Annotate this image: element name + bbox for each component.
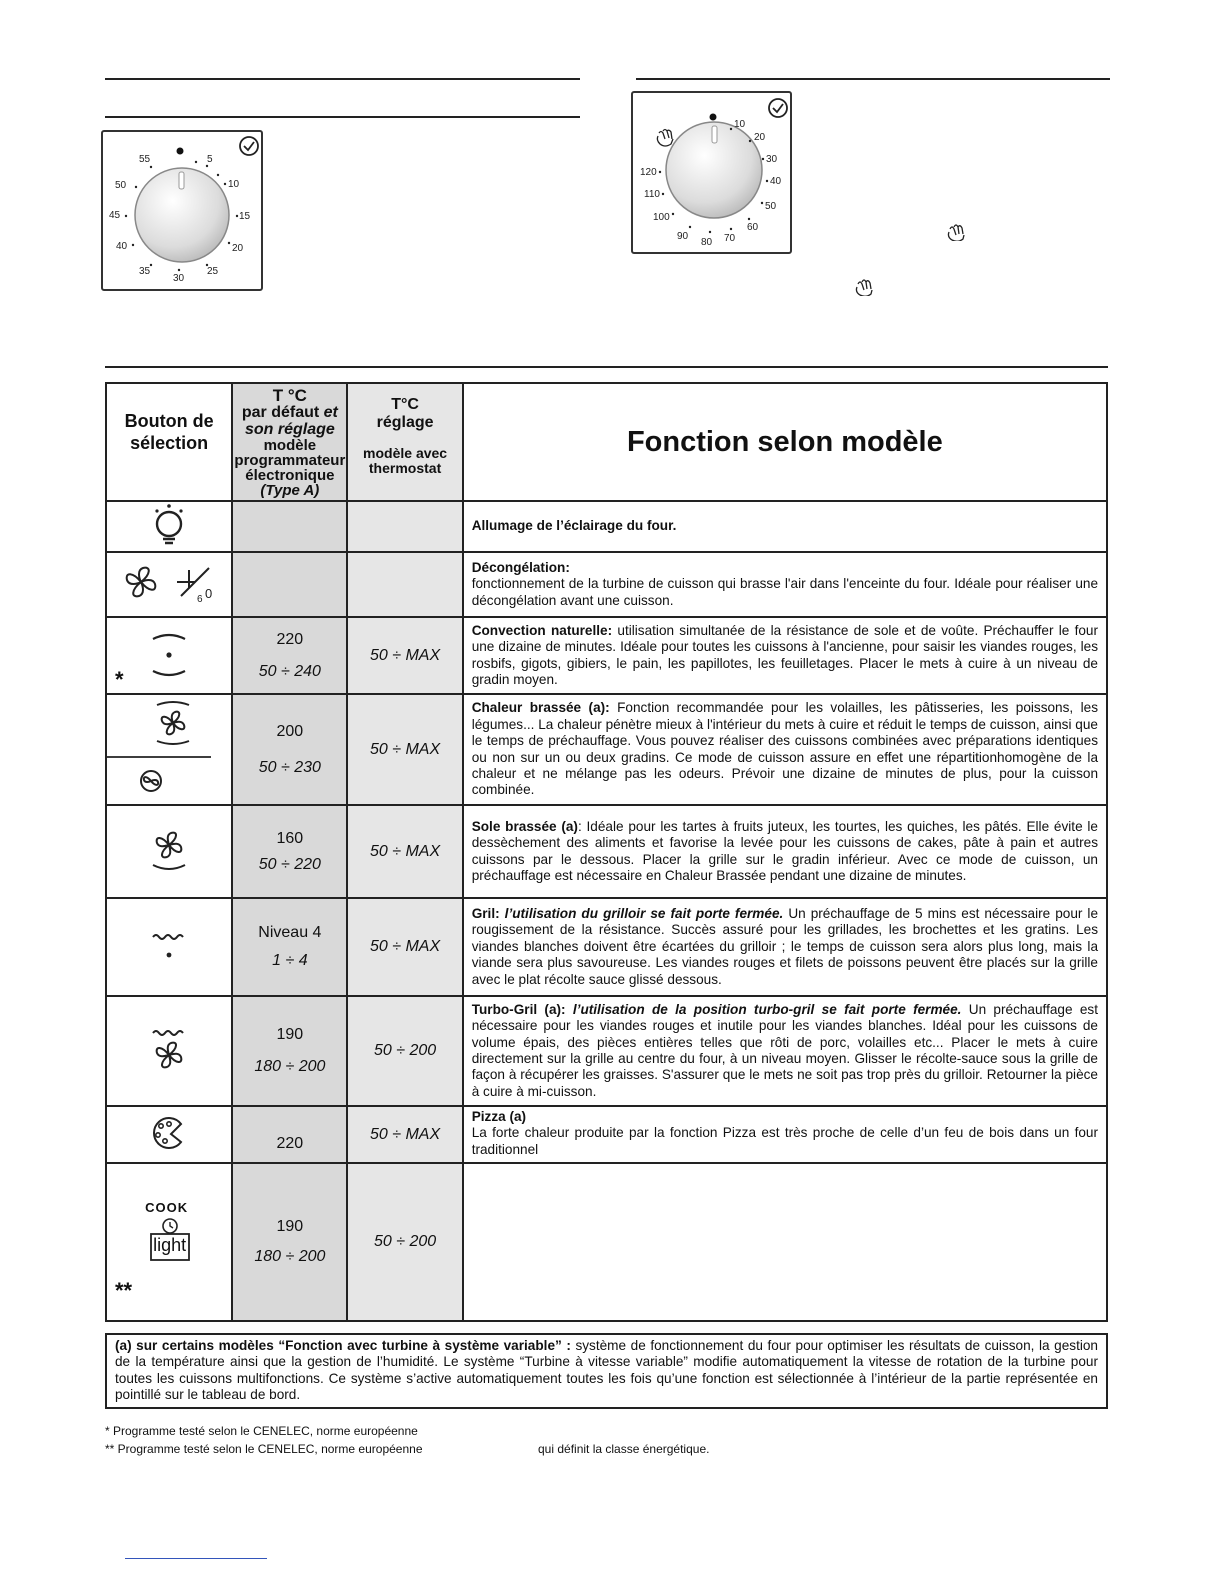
header-default-temp-line: modèle bbox=[263, 436, 317, 454]
function-description: Chaleur brassée (a): Fonction recommandée pour les volailles, les pâtisseries, les poissons, les légumes... La chaleur pénètre mieux à l'intérieur du mets à cuire et réduit le temps de cuisson, ainsi que le temps de préchauffage. Vous pouvez réaliser des cuissons combinées avec préparations identiques ou non sur un ou deux gradins. Ce mode de cuisson assure en effet une répartitionhomogène de la chaleur et ne mélange pas les odeurs. Prévoir une dizaine de minutes de plus, pour la cuisson combinée. bbox=[463, 694, 1107, 805]
cooklight-icon bbox=[139, 1200, 199, 1266]
table-row bbox=[106, 1106, 1107, 1163]
tick-label: 25 bbox=[207, 266, 219, 277]
fan-heat-icon bbox=[107, 695, 233, 799]
tick-label: 45 bbox=[109, 210, 121, 221]
tick-label: 80 bbox=[701, 237, 713, 248]
selector-icon-cell bbox=[106, 617, 232, 694]
svg-text:6: 6 bbox=[197, 594, 203, 604]
tick-label: 50 bbox=[765, 201, 777, 212]
selector-icon-cell bbox=[106, 1163, 232, 1321]
tick-label: 70 bbox=[724, 233, 736, 244]
header-selection-button: Bouton de sélection bbox=[106, 383, 232, 501]
turbo-grill-icon bbox=[147, 1025, 191, 1073]
default-temp-cell: 190 180 ÷ 200 bbox=[232, 1163, 347, 1321]
section-rule bbox=[105, 366, 1108, 368]
grill-icon bbox=[147, 925, 191, 965]
table-row bbox=[106, 552, 1107, 617]
star-marker: * bbox=[115, 667, 124, 692]
tick-label: 55 bbox=[139, 154, 151, 165]
selector-icon-cell bbox=[106, 898, 232, 996]
table-row bbox=[106, 617, 1107, 694]
thermostat-temp-cell: 50 ÷ MAX bbox=[347, 1106, 462, 1163]
variable-turbine-note: (a) sur certains modèles “Fonction avec turbine à système variable” : système de fonctionnement du four pour optimiser les résultats de cuisson, la gestion de la température ainsi que la gestion de l’humidité. Le système “Turbine à vitesse variable” modifie automatiquement la vitesse de rotation de la turbine pour toutes les cuissons multifonctions. Ce système s’active automatiquement toutes les fois qu’une fonction est sélectionnée à l’intérieur de la partie représentée en pointillé sur le tableau de bord. bbox=[105, 1333, 1108, 1409]
hand-icon bbox=[855, 278, 873, 296]
function-description: Décongélation: fonctionnement de la turbine de cuisson qui brasse l'air dans l'enceinte du four. Idéale pour réaliser une décongélation avant une cuisson. bbox=[463, 552, 1107, 617]
table-row bbox=[106, 805, 1107, 898]
default-temp-cell: 190 180 ÷ 200 bbox=[232, 996, 347, 1106]
tick-label: 30 bbox=[173, 273, 185, 284]
end-of-cooking-dial[interactable] bbox=[633, 93, 790, 252]
clock-check-icon bbox=[769, 99, 787, 117]
function-table bbox=[105, 382, 1108, 1322]
tick-label: 100 bbox=[653, 212, 670, 223]
thermostat-temp-cell: 50 ÷ MAX bbox=[347, 898, 462, 996]
selector-icon-cell bbox=[106, 805, 232, 898]
selector-icon-cell bbox=[106, 694, 232, 805]
function-description: Pizza (a) La forte chaleur produite par la fonction Pizza est très proche de celle d’un feu de bois dans un four traditionnel bbox=[463, 1106, 1107, 1163]
lamp-icon bbox=[149, 502, 189, 546]
table-row bbox=[106, 1163, 1107, 1321]
selector-icon-cell bbox=[106, 501, 232, 552]
tick-label: 5 bbox=[207, 154, 213, 165]
tick-label: 40 bbox=[116, 241, 128, 252]
tick-label: 20 bbox=[232, 243, 244, 254]
bottom-link-underline bbox=[125, 1558, 267, 1559]
header-default-temp-line: et bbox=[323, 403, 338, 421]
tick-label: 10 bbox=[734, 119, 746, 130]
header-default-temp-line: T °C bbox=[272, 385, 307, 405]
header-default-temp-line: par défaut bbox=[241, 403, 320, 421]
tick-label: 20 bbox=[754, 132, 766, 143]
sub-rule-left bbox=[105, 116, 580, 118]
default-temp-cell bbox=[232, 501, 347, 552]
thermostat-temp-cell bbox=[347, 501, 462, 552]
top-rule-right bbox=[636, 78, 1110, 80]
tick-label: 50 bbox=[115, 180, 127, 191]
header-default-temp-line: programmateur bbox=[234, 451, 346, 469]
thermostat-temp-cell: 50 ÷ MAX bbox=[347, 617, 462, 694]
function-description: Turbo-Gril (a): l’utilisation de la position turbo-gril se fait porte fermée. Un préchauffage est nécessaire pour les viandes rouges et inutile pour les viandes blanches. Idéal pour les cuissons de volume épais, des pièces entières telles que rôti de porc, volailles etc... Placer le mets à cuire directement sur la grille au centre du four, à un niveau moyen. Glisser le récolte-sauce sous la grille de façon à récupérer les graisses. S'assurer que le mets ne soit pas trop près du grilloir. Retourner la pièce à cuire à mi-cuisson. bbox=[463, 996, 1107, 1106]
hand-icon bbox=[657, 130, 673, 147]
function-description: Allumage de l’éclairage du four. bbox=[463, 501, 1107, 552]
header-default-temp bbox=[232, 383, 347, 501]
default-temp-cell: 200 50 ÷ 230 bbox=[232, 694, 347, 805]
default-temp-cell: 220 bbox=[232, 1106, 347, 1163]
default-temp-cell: 220 50 ÷ 240 bbox=[232, 617, 347, 694]
header-thermostat-line: T°C bbox=[391, 396, 419, 413]
thermostat-temp-cell: 50 ÷ MAX bbox=[347, 694, 462, 805]
table-header-row bbox=[106, 383, 1107, 501]
header-thermostat-line: thermostat bbox=[368, 460, 442, 476]
pizza-icon bbox=[147, 1114, 191, 1150]
table-row bbox=[106, 501, 1107, 552]
bottom-fan-icon bbox=[147, 825, 191, 873]
default-temp-cell bbox=[232, 552, 347, 617]
function-description: Sole brassée (a): Idéale pour les tartes à fruits juteux, les tourtes, les quiches, les pâtés. Elle évite le dessèchement des aliments et favorise la levée pour les cuissons de cakes, pâte à pain et autres cuissons par le dessous. Placer la grille sur le gradin inférieur. Avec ce mode de cuisson, un préchauffage est nécessaire en Chaleur Brassée pendant une dizaine de minutes. bbox=[463, 805, 1107, 898]
cooklight-icon-light: light bbox=[153, 1235, 187, 1255]
header-default-temp-line: son réglage bbox=[244, 420, 335, 438]
tick-label: 15 bbox=[239, 211, 251, 222]
default-temp-cell: Niveau 4 1 ÷ 4 bbox=[232, 898, 347, 996]
function-description: Convection naturelle: utilisation simultanée de la résistance de sole et de voûte. Préchauffer le four une dizaine de minutes. Idéale pour toutes les cuissons à l'ancienne, pour saisir les viandes rouges, les rosbifs, gigots, gibiers, le pain, les papillotes, les feuilletages. Placer le mets à cuire à un niveau de gradin moyen. bbox=[463, 617, 1107, 694]
tick-label: 90 bbox=[677, 231, 689, 242]
svg-text:0: 0 bbox=[205, 586, 213, 601]
table-row bbox=[106, 694, 1107, 805]
tick-label: 110 bbox=[644, 189, 660, 200]
header-function: Fonction selon modèle bbox=[463, 383, 1107, 501]
selector-icon-cell bbox=[106, 996, 232, 1106]
tick-label: 35 bbox=[139, 266, 151, 277]
footnote-double-star: ** Programme testé selon le CENELEC, norme européenne bbox=[105, 1442, 423, 1456]
double-star-marker: ** bbox=[115, 1278, 133, 1303]
function-description bbox=[463, 1163, 1107, 1321]
tick-label: 120 bbox=[640, 167, 657, 178]
minute-timer-dial[interactable] bbox=[103, 132, 261, 289]
top-rule-left bbox=[105, 78, 580, 80]
default-temp-cell: 160 50 ÷ 220 bbox=[232, 805, 347, 898]
header-thermostat-temp bbox=[347, 383, 462, 501]
tick-label: 10 bbox=[228, 179, 240, 190]
clock-check-icon bbox=[240, 137, 258, 155]
selector-icon-cell bbox=[106, 1106, 232, 1163]
tick-label: 30 bbox=[766, 154, 778, 165]
end-of-cooking-dial-panel bbox=[631, 91, 792, 254]
table-row bbox=[106, 996, 1107, 1106]
header-thermostat-line: modèle avec bbox=[363, 445, 448, 461]
hand-icon bbox=[947, 223, 965, 241]
thermostat-temp-cell bbox=[347, 552, 462, 617]
tick-label: 60 bbox=[747, 222, 759, 233]
table-row bbox=[106, 898, 1107, 996]
header-thermostat-line: réglage bbox=[376, 414, 434, 431]
thermostat-temp-cell: 50 ÷ 200 bbox=[347, 996, 462, 1106]
defrost-icon bbox=[117, 560, 221, 604]
footnote-double-star-suffix: qui définit la classe énergétique. bbox=[538, 1442, 710, 1456]
thermostat-temp-cell: 50 ÷ 200 bbox=[347, 1163, 462, 1321]
function-description: Gril: l’utilisation du grilloir se fait porte fermée. Un préchauffage de 5 mins est nécessaire pour le rougissement de la résistance. Succès assuré pour les grillades, les brochettes et les gratins. Les viandes blanches doivent être écartées du grilloir ; le temps de cuisson sera alors plus long, mais la viande sera plus savoureuse. Les viandes rouges et filets de poissons peuvent être placés sur la grille avec le plat récolte sauce glissé dessous. bbox=[463, 898, 1107, 996]
cooklight-icon-cook: COOK bbox=[145, 1200, 189, 1215]
minute-timer-dial-panel bbox=[101, 130, 263, 291]
header-default-temp-line: (Type A) bbox=[260, 481, 320, 499]
footnote-star: * Programme testé selon le CENELEC, norme européenne bbox=[105, 1424, 418, 1438]
selector-icon-cell bbox=[106, 552, 232, 617]
header-default-temp-line: électronique bbox=[245, 466, 335, 484]
convection-icon bbox=[147, 627, 191, 679]
tick-label: 40 bbox=[770, 176, 782, 187]
thermostat-temp-cell: 50 ÷ MAX bbox=[347, 805, 462, 898]
